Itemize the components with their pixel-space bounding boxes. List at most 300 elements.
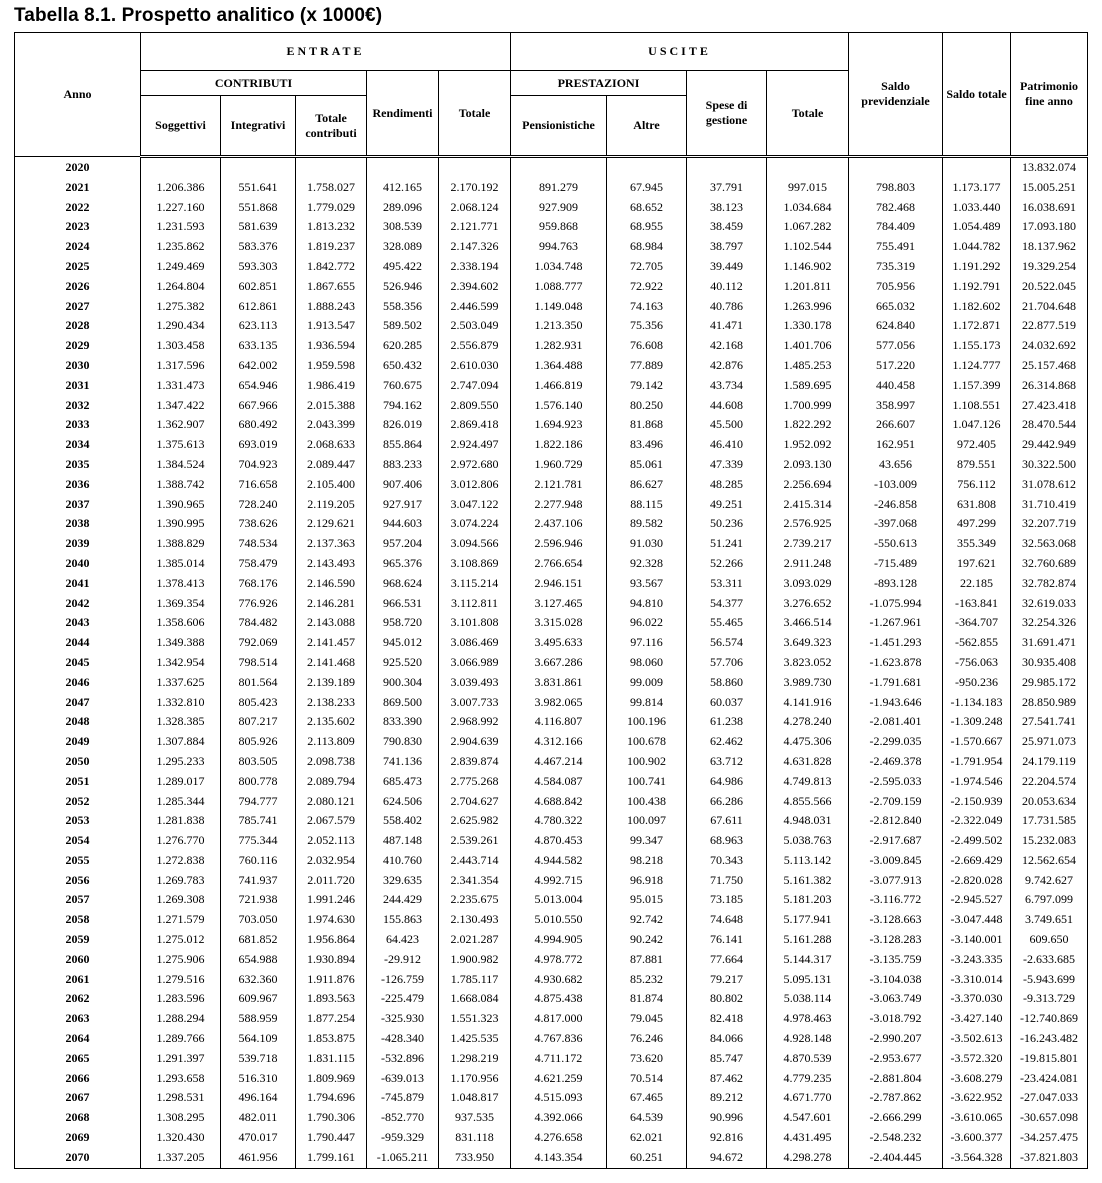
cell-rendimenti: 244.429 [367,890,439,910]
cell-pensionistiche: 5.010.550 [511,910,607,930]
cell-integrativi: 642.002 [221,356,296,376]
cell-totale-uscite: 4.870.539 [767,1049,849,1069]
cell-anno: 2027 [15,297,141,317]
cell-rendimenti: 495.422 [367,257,439,277]
cell-totale-entrate: 2.625.982 [439,811,511,831]
table-row [15,1009,1088,1029]
table-row [15,316,1088,336]
cell-totale-uscite: 997.015 [767,178,849,198]
cell-rendimenti: 289.096 [367,198,439,218]
cell-soggettivi: 1.358.606 [141,613,221,633]
cell-soggettivi: 1.388.829 [141,534,221,554]
cell-patrimonio: 24.032.692 [1011,336,1088,356]
cell-rendimenti: -29.912 [367,950,439,970]
table-row [15,1128,1088,1148]
table-row [15,613,1088,633]
cell-saldo-previdenziale: 162.951 [849,435,943,455]
table-row [15,831,1088,851]
cell-totale-uscite: 2.093.130 [767,455,849,475]
cell-spese-gestione: 55.465 [687,613,767,633]
cell-soggettivi: 1.337.205 [141,1148,221,1168]
table-row [15,178,1088,198]
cell-soggettivi: 1.349.388 [141,633,221,653]
header-saldo-previdenziale: Saldo previdenziale [849,33,943,157]
cell-totale-entrate: 2.747.094 [439,376,511,396]
cell-altre: 79.045 [607,1009,687,1029]
cell-rendimenti: 855.864 [367,435,439,455]
cell-saldo-previdenziale: -893.128 [849,574,943,594]
cell-rendimenti: 965.376 [367,554,439,574]
cell-anno: 2032 [15,396,141,416]
cell-spese-gestione: 40.786 [687,297,767,317]
cell-pensionistiche: 1.960.729 [511,455,607,475]
cell-totale-uscite: 4.278.240 [767,712,849,732]
cell-totale-contributi: 1.867.655 [296,277,367,297]
cell-spese-gestione: 60.037 [687,693,767,713]
cell-totale-entrate: 3.074.224 [439,514,511,534]
cell-totale-uscite: 4.928.148 [767,1029,849,1049]
cell-anno: 2030 [15,356,141,376]
cell-totale-contributi: 2.080.121 [296,792,367,812]
cell-saldo-totale: 1.054.489 [943,217,1011,237]
cell-altre: 83.496 [607,435,687,455]
cell-soggettivi: 1.308.295 [141,1108,221,1128]
cell-patrimonio: 20.053.634 [1011,792,1088,812]
cell-rendimenti: 968.624 [367,574,439,594]
cell-integrativi: 551.868 [221,198,296,218]
cell-spese-gestione: 53.311 [687,574,767,594]
cell-totale-uscite: 1.589.695 [767,376,849,396]
cell-integrativi: 667.966 [221,396,296,416]
cell-integrativi: 496.164 [221,1088,296,1108]
cell-totale-contributi [296,157,367,178]
cell-spese-gestione: 44.608 [687,396,767,416]
cell-anno: 2042 [15,594,141,614]
cell-saldo-previdenziale: 440.458 [849,376,943,396]
cell-integrativi: 741.937 [221,871,296,891]
cell-patrimonio: 29.442.949 [1011,435,1088,455]
cell-patrimonio: 32.760.689 [1011,554,1088,574]
cell-totale-contributi: 1.913.547 [296,316,367,336]
cell-saldo-previdenziale: -103.009 [849,475,943,495]
cell-saldo-totale: -3.310.014 [943,970,1011,990]
cell-rendimenti: 329.635 [367,871,439,891]
cell-spese-gestione: 71.750 [687,871,767,891]
cell-soggettivi: 1.276.770 [141,831,221,851]
cell-anno: 2063 [15,1009,141,1029]
cell-patrimonio: 15.005.251 [1011,178,1088,198]
cell-totale-entrate: 1.298.219 [439,1049,511,1069]
cell-patrimonio: 16.038.691 [1011,198,1088,218]
cell-anno: 2068 [15,1108,141,1128]
cell-spese-gestione [687,157,767,178]
cell-spese-gestione: 68.963 [687,831,767,851]
cell-rendimenti: 794.162 [367,396,439,416]
cell-rendimenti: -745.879 [367,1088,439,1108]
cell-saldo-totale: -1.309.248 [943,712,1011,732]
table-row [15,237,1088,257]
cell-spese-gestione: 48.285 [687,475,767,495]
cell-saldo-previdenziale: 577.056 [849,336,943,356]
cell-rendimenti: 945.012 [367,633,439,653]
cell-patrimonio: -23.424.081 [1011,1069,1088,1089]
cell-totale-entrate: 2.443.714 [439,851,511,871]
cell-saldo-totale: -2.945.527 [943,890,1011,910]
cell-pensionistiche: 4.621.259 [511,1069,607,1089]
cell-integrativi: 564.109 [221,1029,296,1049]
cell-anno: 2036 [15,475,141,495]
table-row [15,356,1088,376]
cell-saldo-totale: -3.047.448 [943,910,1011,930]
cell-totale-uscite: 4.855.566 [767,792,849,812]
cell-integrativi [221,157,296,178]
table-row [15,910,1088,930]
cell-rendimenti: 883.233 [367,455,439,475]
cell-altre: 89.582 [607,514,687,534]
cell-anno: 2033 [15,415,141,435]
cell-patrimonio: -19.815.801 [1011,1049,1088,1069]
cell-saldo-previdenziale: -1.267.961 [849,613,943,633]
cell-saldo-previdenziale: 784.409 [849,217,943,237]
cell-totale-uscite: 1.102.544 [767,237,849,257]
cell-altre: 90.242 [607,930,687,950]
cell-integrativi: 588.959 [221,1009,296,1029]
cell-spese-gestione: 56.574 [687,633,767,653]
cell-altre: 95.015 [607,890,687,910]
cell-altre: 100.438 [607,792,687,812]
cell-totale-contributi: 1.959.598 [296,356,367,376]
cell-spese-gestione: 43.734 [687,376,767,396]
cell-spese-gestione: 73.185 [687,890,767,910]
cell-patrimonio: 12.562.654 [1011,851,1088,871]
header-contributi: CONTRIBUTI [141,71,367,96]
cell-anno: 2043 [15,613,141,633]
cell-altre: 68.955 [607,217,687,237]
cell-saldo-totale: 1.047.126 [943,415,1011,435]
cell-rendimenti: -325.930 [367,1009,439,1029]
cell-saldo-totale: -3.502.613 [943,1029,1011,1049]
cell-saldo-previdenziale: -2.666.299 [849,1108,943,1128]
table-row [15,376,1088,396]
cell-spese-gestione: 39.449 [687,257,767,277]
cell-altre: 98.060 [607,653,687,673]
cell-rendimenti: -852.770 [367,1108,439,1128]
cell-rendimenti: 155.863 [367,910,439,930]
cell-altre: 100.097 [607,811,687,831]
cell-totale-contributi: 1.790.306 [296,1108,367,1128]
cell-rendimenti: 412.165 [367,178,439,198]
cell-totale-entrate: 1.785.117 [439,970,511,990]
cell-totale-uscite: 1.485.253 [767,356,849,376]
cell-soggettivi: 1.362.907 [141,415,221,435]
cell-integrativi: 633.135 [221,336,296,356]
cell-soggettivi: 1.249.469 [141,257,221,277]
cell-altre: 91.030 [607,534,687,554]
cell-saldo-previdenziale: -2.299.035 [849,732,943,752]
cell-soggettivi: 1.269.308 [141,890,221,910]
cell-patrimonio: 31.078.612 [1011,475,1088,495]
cell-pensionistiche: 2.437.106 [511,514,607,534]
cell-saldo-totale: -3.243.335 [943,950,1011,970]
cell-saldo-previdenziale: -2.990.207 [849,1029,943,1049]
cell-integrativi: 704.923 [221,455,296,475]
cell-altre: 86.627 [607,475,687,495]
cell-altre: 94.810 [607,594,687,614]
cell-saldo-totale: -3.564.328 [943,1148,1011,1168]
cell-totale-entrate: 2.839.874 [439,752,511,772]
cell-spese-gestione: 45.500 [687,415,767,435]
cell-altre: 99.347 [607,831,687,851]
cell-rendimenti: -532.896 [367,1049,439,1069]
cell-saldo-previdenziale: -3.104.038 [849,970,943,990]
cell-totale-uscite: 1.952.092 [767,435,849,455]
cell-soggettivi: 1.264.804 [141,277,221,297]
cell-totale-uscite: 5.095.131 [767,970,849,990]
cell-patrimonio: 24.179.119 [1011,752,1088,772]
cell-totale-contributi: 2.067.579 [296,811,367,831]
table-row [15,396,1088,416]
header-soggettivi: Soggettivi [141,96,221,157]
header-integrativi: Integrativi [221,96,296,157]
cell-totale-uscite: 5.181.203 [767,890,849,910]
cell-totale-entrate: 1.425.535 [439,1029,511,1049]
cell-pensionistiche: 1.213.350 [511,316,607,336]
cell-rendimenti: 760.675 [367,376,439,396]
cell-totale-entrate: 2.338.194 [439,257,511,277]
cell-totale-contributi: 1.986.419 [296,376,367,396]
cell-pensionistiche: 2.121.781 [511,475,607,495]
cell-totale-contributi: 1.877.254 [296,1009,367,1029]
cell-saldo-totale: -3.622.952 [943,1088,1011,1108]
table-header [15,33,1088,157]
cell-soggettivi: 1.279.516 [141,970,221,990]
cell-totale-contributi: 1.853.875 [296,1029,367,1049]
cell-rendimenti: 685.473 [367,772,439,792]
cell-patrimonio: -16.243.482 [1011,1029,1088,1049]
cell-anno: 2058 [15,910,141,930]
cell-rendimenti: 966.531 [367,594,439,614]
cell-totale-uscite: 3.649.323 [767,633,849,653]
cell-saldo-previdenziale: -1.943.646 [849,693,943,713]
cell-totale-entrate: 2.704.627 [439,792,511,812]
cell-saldo-totale: 1.033.440 [943,198,1011,218]
cell-pensionistiche: 927.909 [511,198,607,218]
table-row [15,1029,1088,1049]
cell-totale-entrate: 733.950 [439,1148,511,1168]
cell-totale-contributi: 1.809.969 [296,1069,367,1089]
cell-anno: 2054 [15,831,141,851]
cell-saldo-previdenziale: -2.081.401 [849,712,943,732]
cell-soggettivi: 1.375.613 [141,435,221,455]
cell-altre: 76.246 [607,1029,687,1049]
header-spese-gestione: Spese di gestione [687,71,767,157]
cell-pensionistiche: 1.822.186 [511,435,607,455]
cell-saldo-previdenziale: 782.468 [849,198,943,218]
cell-totale-entrate: 2.924.497 [439,435,511,455]
cell-anno: 2031 [15,376,141,396]
cell-spese-gestione: 49.251 [687,495,767,515]
cell-pensionistiche: 4.930.682 [511,970,607,990]
cell-anno: 2070 [15,1148,141,1168]
cell-saldo-totale: 631.808 [943,495,1011,515]
cell-saldo-totale: 1.191.292 [943,257,1011,277]
cell-integrativi: 551.641 [221,178,296,198]
cell-altre: 72.705 [607,257,687,277]
cell-anno: 2055 [15,851,141,871]
cell-rendimenti: 833.390 [367,712,439,732]
cell-patrimonio: 13.832.074 [1011,157,1088,178]
table-row [15,475,1088,495]
cell-totale-uscite: 4.978.463 [767,1009,849,1029]
header-totale-contributi: Totale contributi [296,96,367,157]
cell-integrativi: 654.988 [221,950,296,970]
cell-spese-gestione: 54.377 [687,594,767,614]
header-patrimonio: Patrimonio fine anno [1011,33,1088,157]
cell-altre: 75.356 [607,316,687,336]
cell-rendimenti: -639.013 [367,1069,439,1089]
cell-pensionistiche: 3.667.286 [511,653,607,673]
cell-totale-uscite: 5.144.317 [767,950,849,970]
cell-anno: 2047 [15,693,141,713]
cell-anno: 2061 [15,970,141,990]
cell-saldo-totale: 1.182.602 [943,297,1011,317]
cell-rendimenti: 624.506 [367,792,439,812]
cell-totale-contributi: 1.779.029 [296,198,367,218]
cell-spese-gestione: 62.462 [687,732,767,752]
cell-pensionistiche: 1.034.748 [511,257,607,277]
cell-totale-contributi: 2.143.088 [296,613,367,633]
cell-soggettivi: 1.390.995 [141,514,221,534]
cell-pensionistiche: 4.767.836 [511,1029,607,1049]
cell-saldo-totale: -1.974.546 [943,772,1011,792]
cell-pensionistiche: 4.116.807 [511,712,607,732]
cell-totale-uscite: 1.201.811 [767,277,849,297]
cell-saldo-totale: -1.791.954 [943,752,1011,772]
cell-saldo-totale: 756.112 [943,475,1011,495]
cell-spese-gestione: 42.876 [687,356,767,376]
cell-rendimenti: -1.065.211 [367,1148,439,1168]
cell-saldo-previdenziale: 705.956 [849,277,943,297]
cell-altre: 81.874 [607,989,687,1009]
table-row [15,435,1088,455]
cell-saldo-totale: -2.322.049 [943,811,1011,831]
cell-totale-contributi: 2.089.794 [296,772,367,792]
cell-anno: 2037 [15,495,141,515]
cell-pensionistiche: 4.515.093 [511,1088,607,1108]
cell-rendimenti: 927.917 [367,495,439,515]
cell-integrativi: 785.741 [221,811,296,831]
table-row [15,851,1088,871]
cell-integrativi: 805.423 [221,693,296,713]
cell-spese-gestione: 94.672 [687,1148,767,1168]
cell-pensionistiche: 891.279 [511,178,607,198]
cell-anno: 2044 [15,633,141,653]
cell-rendimenti: 741.136 [367,752,439,772]
cell-altre: 85.061 [607,455,687,475]
table-row [15,712,1088,732]
table-body [15,157,1088,1169]
cell-totale-uscite: 4.298.278 [767,1148,849,1168]
cell-totale-contributi: 2.113.809 [296,732,367,752]
cell-integrativi: 805.926 [221,732,296,752]
cell-spese-gestione: 57.706 [687,653,767,673]
cell-anno: 2046 [15,673,141,693]
cell-spese-gestione: 67.611 [687,811,767,831]
cell-totale-entrate: 1.170.956 [439,1069,511,1089]
cell-saldo-totale: 355.349 [943,534,1011,554]
cell-integrativi: 654.946 [221,376,296,396]
cell-totale-entrate: 2.446.599 [439,297,511,317]
cell-totale-entrate: 831.118 [439,1128,511,1148]
cell-anno: 2045 [15,653,141,673]
cell-altre: 99.009 [607,673,687,693]
cell-saldo-previdenziale: -3.077.913 [849,871,943,891]
cell-totale-entrate [439,157,511,178]
cell-saldo-previdenziale: -1.451.293 [849,633,943,653]
cell-patrimonio: 609.650 [1011,930,1088,950]
cell-soggettivi: 1.378.413 [141,574,221,594]
cell-totale-contributi: 1.819.237 [296,237,367,257]
cell-patrimonio: 3.749.651 [1011,910,1088,930]
cell-pensionistiche: 4.276.658 [511,1128,607,1148]
table-row [15,594,1088,614]
cell-pensionistiche: 1.694.923 [511,415,607,435]
cell-soggettivi: 1.295.233 [141,752,221,772]
cell-saldo-previdenziale: -3.063.749 [849,989,943,1009]
cell-soggettivi: 1.275.906 [141,950,221,970]
cell-pensionistiche: 3.982.065 [511,693,607,713]
cell-altre: 80.250 [607,396,687,416]
cell-saldo-totale: -1.134.183 [943,693,1011,713]
cell-saldo-totale [943,157,1011,178]
cell-anno: 2069 [15,1128,141,1148]
cell-spese-gestione: 85.747 [687,1049,767,1069]
cell-saldo-previdenziale: -246.858 [849,495,943,515]
cell-anno: 2065 [15,1049,141,1069]
cell-totale-uscite: 1.263.996 [767,297,849,317]
cell-totale-entrate: 2.170.192 [439,178,511,198]
cell-totale-uscite: 3.466.514 [767,613,849,633]
cell-altre: 67.945 [607,178,687,198]
cell-anno: 2062 [15,989,141,1009]
cell-totale-contributi: 2.146.590 [296,574,367,594]
cell-totale-uscite: 3.276.652 [767,594,849,614]
cell-totale-entrate: 2.503.049 [439,316,511,336]
cell-saldo-totale: 22.185 [943,574,1011,594]
cell-totale-contributi: 2.141.468 [296,653,367,673]
cell-totale-contributi: 1.930.894 [296,950,367,970]
cell-altre: 87.881 [607,950,687,970]
cell-totale-contributi: 2.015.388 [296,396,367,416]
cell-altre: 96.022 [607,613,687,633]
cell-soggettivi: 1.291.397 [141,1049,221,1069]
cell-patrimonio: 27.423.418 [1011,396,1088,416]
cell-saldo-totale: 1.044.782 [943,237,1011,257]
cell-saldo-previdenziale: -3.128.663 [849,910,943,930]
cell-integrativi: 784.482 [221,613,296,633]
cell-altre: 76.608 [607,336,687,356]
cell-anno: 2034 [15,435,141,455]
cell-pensionistiche: 2.946.151 [511,574,607,594]
cell-totale-contributi: 1.936.594 [296,336,367,356]
cell-patrimonio: 25.157.468 [1011,356,1088,376]
cell-totale-uscite: 5.177.941 [767,910,849,930]
cell-rendimenti: 487.148 [367,831,439,851]
cell-pensionistiche: 3.495.633 [511,633,607,653]
cell-altre: 100.741 [607,772,687,792]
table-row [15,514,1088,534]
header-altre: Altre [607,96,687,157]
